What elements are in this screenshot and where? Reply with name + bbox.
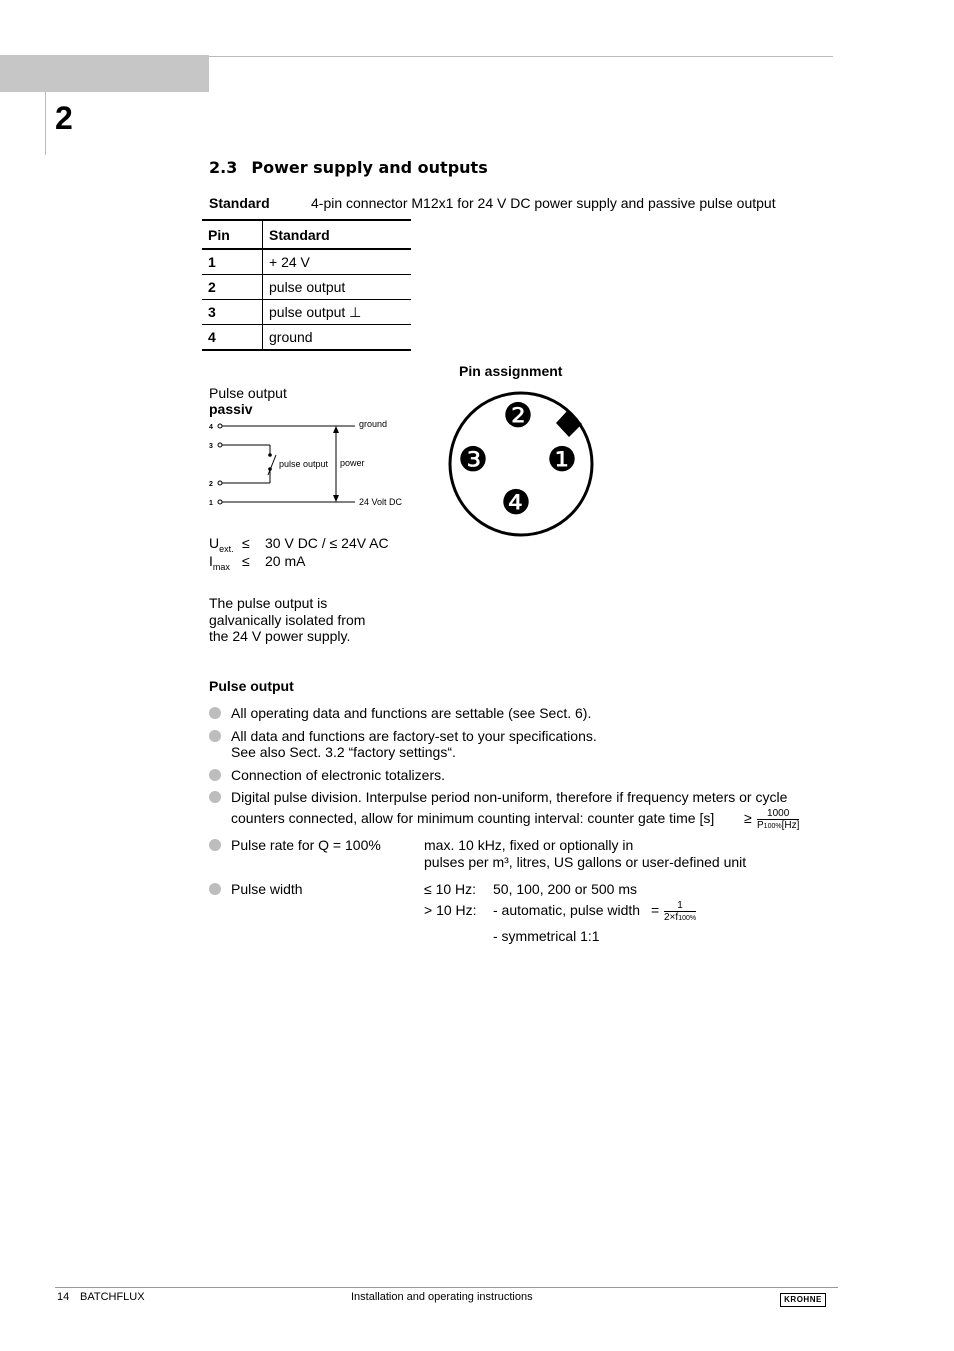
imax-operator: ≤: [242, 553, 250, 569]
bullet-text: All operating data and functions are settable (see Sect. 6).: [231, 705, 592, 721]
volt-label: 24 Volt DC: [359, 497, 403, 507]
bullet-text: Digital pulse division. Interpulse period non-uniform, therefore if frequency meters or cycle: [231, 789, 788, 805]
pin-2-icon: ❷: [502, 396, 534, 436]
bullet-text: counters connected, allow for minimum counting interval: counter gate time [s]: [231, 810, 715, 826]
footer-rule: [55, 1287, 838, 1288]
uext-value: 30 V DC / ≤ 24V AC: [265, 535, 389, 551]
coding-key: [556, 410, 582, 437]
table-cell-pin: 4: [202, 325, 263, 351]
pulse-output-heading: Pulse output: [209, 678, 294, 694]
uext-symbol: U: [209, 535, 220, 551]
imax-symbol: I: [209, 553, 213, 569]
table-row: [202, 325, 411, 351]
pin-3-icon: ❸: [457, 440, 489, 480]
arrow-down-icon: [333, 495, 339, 502]
pulse-width-value: - automatic, pulse width: [493, 902, 641, 918]
table-header-pin: Pin: [202, 220, 263, 249]
bullet-label: Pulse rate for Q = 100%: [231, 837, 381, 853]
pin-1-icon: ❶: [546, 440, 578, 480]
bullet-icon: [209, 769, 221, 781]
spec-imax: [209, 553, 230, 572]
table-row: [202, 249, 411, 275]
imax-value: 20 mA: [265, 553, 306, 569]
table-header-standard: Standard: [263, 220, 412, 249]
arrow-up-icon: [333, 426, 339, 433]
terminal-label-1: 1: [209, 500, 213, 507]
fraction-numerator: 1000: [757, 808, 799, 820]
isolation-line: The pulse output is: [209, 595, 328, 611]
terminal-label-2: 2: [209, 481, 213, 488]
section-number: 2.3: [209, 158, 238, 177]
table-cell-value: pulse output: [263, 275, 412, 300]
uext-operator: ≤: [242, 535, 250, 551]
terminal-label-3: 3: [209, 443, 213, 450]
bullet-icon: [209, 839, 221, 851]
den-subscript: 100%: [678, 915, 697, 922]
section-heading: [209, 158, 488, 177]
page-number: 14: [57, 1291, 70, 1303]
pulse-width-fraction: [664, 900, 696, 924]
fraction-denominator: [664, 912, 696, 924]
terminal-label-4: 4: [209, 424, 213, 431]
footer-title: Installation and operating instructions: [351, 1291, 533, 1303]
bullet-text: All data and functions are factory-set to your specifications.: [231, 728, 597, 744]
fraction-denominator: [757, 820, 799, 832]
bullet-text: Connection of electronic totalizers.: [231, 767, 445, 783]
den-symbol: 2×f: [664, 912, 679, 923]
pulse-output-label: pulse output: [279, 459, 329, 469]
standard-text: 4-pin connector M12x1 for 24 V DC power supply and passive pulse output: [311, 195, 776, 211]
table-cell-pin: 1: [202, 249, 263, 275]
header-rule: [209, 56, 833, 57]
table-header-row: [202, 220, 411, 249]
chapter-divider: [45, 92, 46, 155]
bullet-icon: [209, 791, 221, 803]
isolation-line: the 24 V power supply.: [209, 628, 351, 644]
bullet-text: max. 10 kHz, fixed or optionally in: [424, 837, 634, 853]
terminal-3: [218, 443, 222, 447]
ground-label: ground: [359, 419, 388, 429]
table-cell-pin: 2: [202, 275, 263, 300]
table-cell-value: ground: [263, 325, 412, 351]
bullet-icon: [209, 730, 221, 742]
table-cell-value: pulse output ⊥: [263, 300, 412, 325]
pin-assignment-title: Pin assignment: [459, 363, 563, 379]
chapter-number: 2: [55, 100, 73, 136]
pin-4-icon: ❹: [500, 483, 532, 523]
switch-contact: [268, 455, 276, 475]
pulse-width-condition: ≤ 10 Hz:: [424, 881, 477, 897]
pulse-width-value: - symmetrical 1:1: [493, 928, 600, 944]
pin-table: [202, 219, 411, 351]
pulse-width-condition: > 10 Hz:: [424, 902, 477, 918]
bullet-label: Pulse width: [231, 881, 303, 897]
table-row: [202, 300, 411, 325]
circuit-subtitle: passiv: [209, 401, 253, 417]
uext-subscript: ext.: [219, 543, 234, 554]
power-label: power: [340, 458, 365, 468]
section-title: Power supply and outputs: [251, 158, 488, 177]
pulse-width-equals: =: [651, 902, 660, 918]
imax-subscript: max: [212, 561, 230, 572]
fraction-numerator: 1: [664, 900, 696, 912]
header-bar: [0, 55, 209, 92]
isolation-line: galvanically isolated from: [209, 611, 366, 628]
krohne-logo: KROHNE: [780, 1293, 826, 1307]
table-cell-pin: 3: [202, 300, 263, 325]
gate-time-fraction: [757, 808, 799, 832]
pulse-width-value: 50, 100, 200 or 500 ms: [493, 881, 637, 897]
spec-uext: [209, 535, 234, 554]
bullet-icon: [209, 883, 221, 895]
pulse-output-circuit-diagram: [205, 415, 420, 515]
terminal-1: [218, 500, 222, 504]
bullet-text: See also Sect. 3.2 “factory settings“.: [231, 744, 456, 760]
terminal-4: [218, 424, 222, 428]
den-symbol: P: [757, 820, 764, 831]
pin-assignment-diagram: [443, 389, 603, 541]
footer-product: BATCHFLUX: [80, 1291, 145, 1303]
bullet-icon: [209, 707, 221, 719]
terminal-2: [218, 481, 222, 485]
circuit-title: Pulse output: [209, 385, 287, 401]
standard-label: Standard: [209, 195, 270, 211]
den-unit: [Hz]: [781, 820, 800, 831]
table-row: [202, 275, 411, 300]
den-subscript: 100%: [763, 823, 782, 830]
isolation-note: [209, 595, 365, 645]
gate-time-operator: ≥: [744, 810, 752, 826]
bullet-text: pulses per m³, litres, US gallons or user-defined unit: [424, 854, 747, 870]
table-cell-value: + 24 V: [263, 249, 412, 275]
